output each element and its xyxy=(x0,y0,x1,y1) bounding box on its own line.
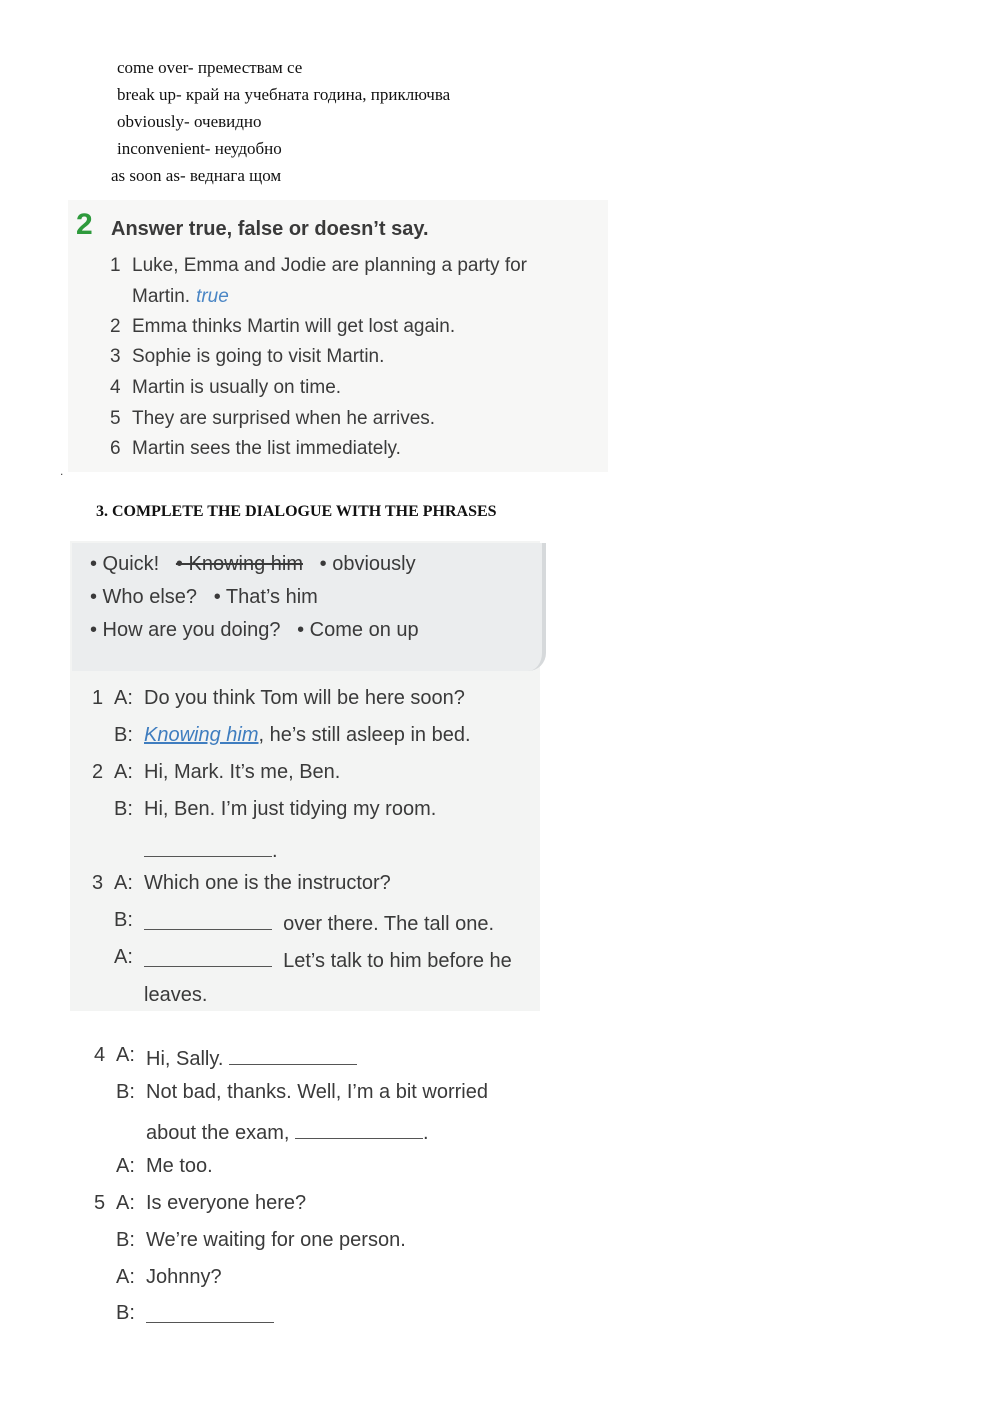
phrase-row xyxy=(90,553,416,576)
speaker-label: A: xyxy=(116,1155,135,1177)
question-text: Martin sees the list immediately. xyxy=(132,438,401,459)
vocab-item: as soon as- веднага щом xyxy=(111,166,282,185)
vocab-item: break up- край на учебната година, приключва xyxy=(117,85,451,104)
question-text: Martin. xyxy=(132,286,191,307)
answer-blank[interactable] xyxy=(144,909,272,930)
dialogue-text: about the exam, xyxy=(146,1122,290,1144)
question-text: They are surprised when he arrives. xyxy=(132,408,436,429)
phrase: • How are you doing? xyxy=(90,619,281,641)
exercise-2-panel xyxy=(68,200,608,472)
dialogue-text: Hi, Ben. I’m just tidying my room. xyxy=(144,798,437,820)
dialogue-number: 1 xyxy=(92,687,104,709)
vocab-item: inconvenient- неудобно xyxy=(117,139,282,158)
speaker-label: B: xyxy=(114,909,133,931)
dialogue-text-rest: , he’s still asleep in bed. xyxy=(258,724,471,746)
question-item xyxy=(110,316,455,338)
dialogue-text-end: . xyxy=(423,1122,429,1144)
phrase-row xyxy=(90,586,318,609)
question-number: 6 xyxy=(110,438,121,459)
question-text: Sophie is going to visit Martin. xyxy=(132,346,385,367)
dialogue-number: 2 xyxy=(92,761,104,783)
speaker-label: B: xyxy=(116,1229,135,1251)
question-item xyxy=(110,255,527,277)
question-number: 3 xyxy=(110,346,121,367)
phrase-used: • Knowing him xyxy=(175,553,303,575)
example-answer: true xyxy=(196,286,229,307)
answer-blank[interactable] xyxy=(144,946,272,967)
dialogue-text: Is everyone here? xyxy=(146,1192,307,1214)
phrase-box xyxy=(72,543,546,671)
dialogue-number: 5 xyxy=(94,1192,106,1214)
phrase: • Who else? xyxy=(90,586,198,608)
dialogue-text: Which one is the instructor? xyxy=(144,872,391,894)
dialogue-text: We’re waiting for one person. xyxy=(146,1229,406,1251)
speaker-label: B: xyxy=(116,1302,135,1324)
speaker-label: B: xyxy=(114,724,133,746)
speaker-label: A: xyxy=(114,761,133,783)
question-number: 1 xyxy=(110,255,121,276)
phrase: • obviously xyxy=(319,553,416,575)
phrase: • That’s him xyxy=(213,586,318,608)
question-text: Martin is usually on time. xyxy=(132,377,342,398)
answer-blank[interactable] xyxy=(144,836,272,857)
dialogue-text: Hi, Sally. xyxy=(146,1048,224,1070)
question-number: 5 xyxy=(110,408,121,429)
speaker-label: A: xyxy=(114,946,133,968)
answer-blank[interactable] xyxy=(295,1118,423,1139)
question-item xyxy=(110,408,435,430)
dialogue-text: Hi, Mark. It’s me, Ben. xyxy=(144,761,341,783)
question-item xyxy=(110,438,401,460)
dialogue-text: over there. The tall one. xyxy=(283,913,494,935)
phrase-row xyxy=(90,619,419,642)
dialogue-text xyxy=(144,724,471,747)
speaker-label: B: xyxy=(114,798,133,820)
speaker-label: A: xyxy=(116,1192,135,1214)
exercise-title: Answer true, false or doesn’t say. xyxy=(111,218,429,240)
speaker-label: A: xyxy=(116,1044,135,1066)
phrase: • Come on up xyxy=(297,619,419,641)
dialogue-number: 3 xyxy=(92,872,104,894)
stray-mark: . xyxy=(60,464,64,478)
vocab-item: obviously- очевидно xyxy=(117,112,262,131)
question-item xyxy=(110,377,341,399)
dialogue-number: 4 xyxy=(94,1044,106,1066)
question-item xyxy=(110,346,384,368)
phrase: • Quick! xyxy=(90,553,160,575)
speaker-label: A: xyxy=(114,872,133,894)
dialogue-text: leaves. xyxy=(144,984,208,1006)
dialogue-text: Me too. xyxy=(146,1155,213,1177)
answer-blank[interactable] xyxy=(229,1044,357,1065)
example-answer: Knowing him xyxy=(144,724,259,746)
question-text: Luke, Emma and Jodie are planning a party for xyxy=(132,255,528,276)
dialogue-text-end: . xyxy=(272,840,278,862)
speaker-label: B: xyxy=(116,1081,135,1103)
speaker-label: A: xyxy=(114,687,133,709)
question-text: Emma thinks Martin will get lost again. xyxy=(132,316,456,337)
dialogue-text: Do you think Tom will be here soon? xyxy=(144,687,465,709)
exercise-3-heading: 3. COMPLETE THE DIALOGUE WITH THE PHRASES xyxy=(96,503,497,520)
exercise-number: 2 xyxy=(76,208,93,241)
question-continuation xyxy=(132,286,229,308)
dialogue-text: Johnny? xyxy=(146,1266,222,1288)
vocab-item: come over- премествам се xyxy=(117,58,303,77)
question-number: 4 xyxy=(110,377,121,398)
dialogue-text: Not bad, thanks. Well, I’m a bit worried xyxy=(146,1081,488,1103)
speaker-label: A: xyxy=(116,1266,135,1288)
dialogue-text: Let’s talk to him before he xyxy=(283,950,512,972)
question-number: 2 xyxy=(110,316,121,337)
answer-blank[interactable] xyxy=(146,1302,274,1323)
